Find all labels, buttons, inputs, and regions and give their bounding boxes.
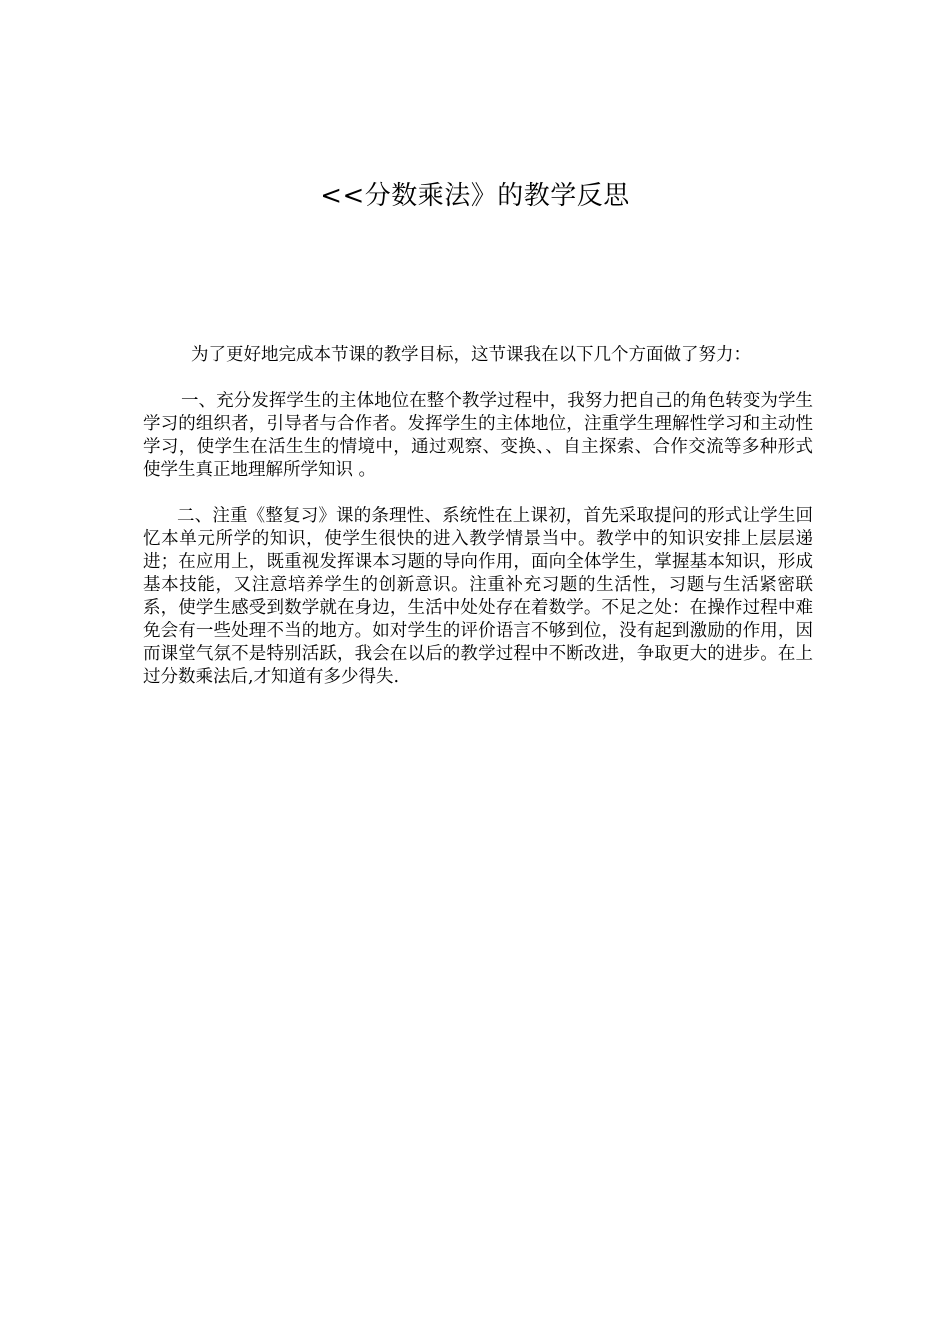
intro-paragraph: 为了更好地完成本节课的教学目标，这节课我在以下几个方面做了努力： — [191, 345, 751, 365]
paragraph-2: 二、注重《整复习》课的条理性、系统性在上课初，首先采取提问的形式让学生回忆本单元所学的知识，使学生很快的进入教学情景当中。教学中的知识安排上层层递进；在应用上，既重视发挥课本习题的导向作用，面向全体学生，掌握基本知识，形成基本技能，又注意培养学生的创新意识。注重补充习题的生活性，习题与生活紧密联系，使学生感受到数学就在身边，生活中处处存在着数学。不足之处：在操作过程中难免会有一些处理不当的地方。如对学生的评价语言不够到位，没有起到激励的作用，因而课堂气氛不是特别活跃，我会在以后的教学过程中不断改进，争取更大的进步。在上过分数乘法后,才知道有多少得失. — [143, 506, 813, 687]
document-title: <<分数乘法》的教学反思 — [320, 181, 630, 211]
paragraph-1: 一、充分发挥学生的主体地位在整个教学过程中，我努力把自己的角色转变为学生学习的组织者，引导者与合作者。发挥学生的主体地位，注重学生理解性学习和主动性学习，使学生在活生生的情境中，通过观察、变换、、自主探索、合作交流等多种形式使学生真正地理解所学知识 。 — [143, 391, 813, 480]
document-body — [143, 344, 813, 689]
